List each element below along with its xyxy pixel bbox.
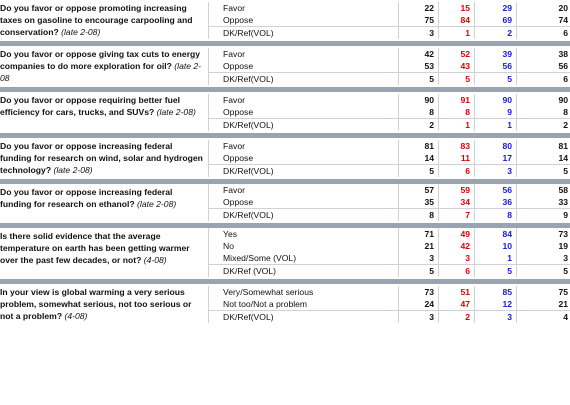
rep-value: 84	[438, 14, 474, 26]
question-date: (late 2-08)	[156, 107, 196, 117]
ind-value: 6	[516, 27, 570, 39]
question-block	[0, 87, 570, 133]
response-row	[208, 164, 570, 177]
question-date: (late 2-08	[0, 61, 202, 83]
question-text-cell	[0, 92, 208, 133]
question-text-cell	[0, 228, 208, 279]
response-row	[208, 94, 570, 106]
question-text-cell	[0, 184, 208, 223]
question-block	[0, 179, 570, 223]
dem-value: 5	[474, 73, 516, 85]
rep-value: 59	[438, 184, 474, 196]
ind-value: 20	[516, 2, 570, 14]
dem-value: 8	[474, 209, 516, 221]
response-label: Oppose	[208, 152, 398, 164]
response-rows	[208, 284, 570, 325]
response-label: Very/Somewhat serious	[208, 286, 398, 298]
total-value: 5	[398, 165, 438, 177]
response-rows	[208, 184, 570, 223]
total-value: 14	[398, 152, 438, 164]
ind-value: 21	[516, 298, 570, 310]
response-row	[208, 2, 570, 14]
response-row	[208, 118, 570, 131]
total-value: 5	[398, 73, 438, 85]
ind-value: 8	[516, 106, 570, 118]
rep-value: 1	[438, 119, 474, 131]
total-value: 73	[398, 286, 438, 298]
response-rows	[208, 228, 570, 279]
response-label: No	[208, 240, 398, 252]
total-value: 3	[398, 27, 438, 39]
question-text: Do you favor or oppose promoting increasing taxes on gasoline to encourage carpooling and conservation?	[0, 3, 193, 37]
dem-value: 5	[474, 265, 516, 277]
response-rows	[208, 46, 570, 87]
response-label: DK/Ref(VOL)	[208, 119, 398, 131]
ind-value: 14	[516, 152, 570, 164]
total-value: 42	[398, 48, 438, 60]
total-value: 81	[398, 140, 438, 152]
question-block	[0, 0, 570, 41]
question-text: Is there solid evidence that the average temperature on earth has been getting warmer over the past few decades, or not?	[0, 231, 190, 265]
dem-value: 36	[474, 196, 516, 208]
ind-value: 81	[516, 140, 570, 152]
question-text: Do you favor or oppose increasing federal funding for research on wind, solar and hydrogen technology?	[0, 141, 203, 175]
question-date: (4-08)	[143, 255, 167, 265]
response-label: DK/Ref(VOL)	[208, 311, 398, 323]
rep-value: 91	[438, 94, 474, 106]
ind-value: 74	[516, 14, 570, 26]
total-value: 53	[398, 60, 438, 72]
question-block	[0, 41, 570, 87]
question-text-cell	[0, 0, 208, 41]
rep-value: 7	[438, 209, 474, 221]
total-value: 8	[398, 106, 438, 118]
response-rows	[208, 138, 570, 179]
ind-value: 75	[516, 286, 570, 298]
response-label: Yes	[208, 228, 398, 240]
total-value: 75	[398, 14, 438, 26]
response-row	[208, 48, 570, 60]
response-row	[208, 106, 570, 118]
question-text-cell	[0, 46, 208, 87]
rep-value: 5	[438, 73, 474, 85]
ind-value: 56	[516, 60, 570, 72]
response-label: Mixed/Some (VOL)	[208, 252, 398, 264]
response-label: DK/Ref(VOL)	[208, 165, 398, 177]
dem-value: 3	[474, 311, 516, 323]
ind-value: 5	[516, 265, 570, 277]
total-value: 21	[398, 240, 438, 252]
dem-value: 17	[474, 152, 516, 164]
question-text-cell	[0, 284, 208, 325]
response-label: Favor	[208, 140, 398, 152]
ind-value: 73	[516, 228, 570, 240]
question-text-cell	[0, 138, 208, 179]
dem-value: 85	[474, 286, 516, 298]
question-date: (4-08)	[64, 311, 88, 321]
dem-value: 12	[474, 298, 516, 310]
ind-value: 38	[516, 48, 570, 60]
dem-value: 39	[474, 48, 516, 60]
ind-value: 6	[516, 73, 570, 85]
total-value: 8	[398, 209, 438, 221]
ind-value: 3	[516, 252, 570, 264]
total-value: 2	[398, 119, 438, 131]
total-value: 3	[398, 252, 438, 264]
total-value: 22	[398, 2, 438, 14]
total-value: 24	[398, 298, 438, 310]
question-block	[0, 279, 570, 325]
response-row	[208, 240, 570, 252]
total-value: 3	[398, 311, 438, 323]
question-text: Do you favor or oppose increasing federal funding for research on ethanol?	[0, 187, 173, 209]
response-label: DK/Ref (VOL)	[208, 265, 398, 277]
response-label: Favor	[208, 2, 398, 14]
dem-value: 80	[474, 140, 516, 152]
rep-value: 6	[438, 265, 474, 277]
ind-value: 4	[516, 311, 570, 323]
response-row	[208, 310, 570, 323]
dem-value: 69	[474, 14, 516, 26]
dem-value: 2	[474, 27, 516, 39]
ind-value: 58	[516, 184, 570, 196]
total-value: 57	[398, 184, 438, 196]
rep-value: 3	[438, 252, 474, 264]
response-rows	[208, 92, 570, 133]
total-value: 35	[398, 196, 438, 208]
response-row	[208, 184, 570, 196]
rep-value: 51	[438, 286, 474, 298]
response-row	[208, 252, 570, 264]
question-date: (late 2-08)	[61, 27, 101, 37]
response-label: Favor	[208, 184, 398, 196]
response-label: Not too/Not a problem	[208, 298, 398, 310]
response-label: Favor	[208, 94, 398, 106]
dem-value: 84	[474, 228, 516, 240]
total-value: 71	[398, 228, 438, 240]
response-label: Oppose	[208, 106, 398, 118]
rep-value: 15	[438, 2, 474, 14]
response-row	[208, 208, 570, 221]
question-block	[0, 223, 570, 279]
rep-value: 6	[438, 165, 474, 177]
question-date: (late 2-08)	[53, 165, 93, 175]
dem-value: 56	[474, 184, 516, 196]
ind-value: 5	[516, 165, 570, 177]
response-row	[208, 60, 570, 72]
dem-value: 29	[474, 2, 516, 14]
rep-value: 2	[438, 311, 474, 323]
question-block	[0, 133, 570, 179]
rep-value: 47	[438, 298, 474, 310]
rep-value: 52	[438, 48, 474, 60]
question-date: (late 2-08)	[137, 199, 177, 209]
response-label: Favor	[208, 48, 398, 60]
response-row	[208, 140, 570, 152]
ind-value: 2	[516, 119, 570, 131]
dem-value: 3	[474, 165, 516, 177]
response-row	[208, 152, 570, 164]
dem-value: 1	[474, 119, 516, 131]
response-row	[208, 286, 570, 298]
dem-value: 9	[474, 106, 516, 118]
response-label: DK/Ref(VOL)	[208, 209, 398, 221]
rep-value: 34	[438, 196, 474, 208]
response-label: Oppose	[208, 14, 398, 26]
response-row	[208, 26, 570, 39]
response-label: DK/Ref(VOL)	[208, 27, 398, 39]
rep-value: 43	[438, 60, 474, 72]
response-row	[208, 264, 570, 277]
response-rows	[208, 0, 570, 41]
response-label: DK/Ref(VOL)	[208, 73, 398, 85]
response-row	[208, 298, 570, 310]
rep-value: 83	[438, 140, 474, 152]
response-label: Oppose	[208, 196, 398, 208]
dem-value: 90	[474, 94, 516, 106]
ind-value: 33	[516, 196, 570, 208]
response-row	[208, 228, 570, 240]
dem-value: 1	[474, 252, 516, 264]
ind-value: 9	[516, 209, 570, 221]
dem-value: 10	[474, 240, 516, 252]
response-row	[208, 14, 570, 26]
rep-value: 49	[438, 228, 474, 240]
total-value: 90	[398, 94, 438, 106]
question-text: Do you favor or oppose giving tax cuts to energy companies to do more exploration for oil?	[0, 49, 201, 71]
response-label: Oppose	[208, 60, 398, 72]
rep-value: 11	[438, 152, 474, 164]
rep-value: 1	[438, 27, 474, 39]
question-text: In your view is global warming a very serious problem, somewhat serious, not too serious or not a problem?	[0, 287, 192, 321]
ind-value: 90	[516, 94, 570, 106]
response-row	[208, 196, 570, 208]
rep-value: 42	[438, 240, 474, 252]
dem-value: 56	[474, 60, 516, 72]
response-row	[208, 72, 570, 85]
rep-value: 8	[438, 106, 474, 118]
total-value: 5	[398, 265, 438, 277]
ind-value: 19	[516, 240, 570, 252]
question-text: Do you favor or oppose requiring better fuel efficiency for cars, trucks, and SUVs?	[0, 95, 181, 117]
